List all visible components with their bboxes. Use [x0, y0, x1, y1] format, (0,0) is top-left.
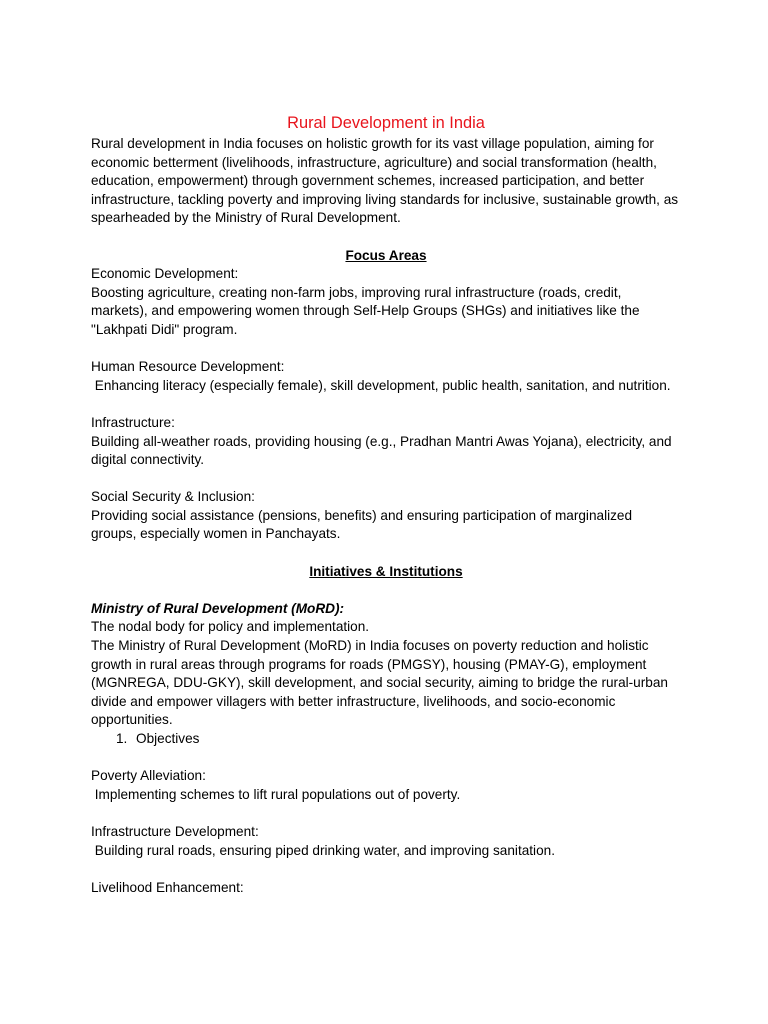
objective-poverty [91, 767, 681, 804]
focus-area-human-resource [91, 358, 681, 395]
mord-label: Ministry of Rural Development (MoRD): [91, 600, 345, 616]
mord-section [91, 600, 681, 749]
objective-infrastructure [91, 823, 681, 860]
focus-area-text: Enhancing literacy (especially female), skill development, public health, sanitation, and nutrition. [91, 377, 671, 393]
focus-areas-heading: Focus Areas [345, 247, 427, 263]
focus-area-economic [91, 265, 681, 339]
focus-area-label: Infrastructure: [91, 414, 175, 430]
mord-line: The nodal body for policy and implementation. [91, 619, 370, 635]
document-page [91, 112, 681, 897]
list-number: 1. [116, 731, 128, 746]
focus-area-social-security [91, 488, 681, 544]
objective-label: Poverty Alleviation: [91, 768, 206, 784]
initiatives-heading: Initiatives & Institutions [309, 563, 463, 579]
objective-livelihood [91, 879, 681, 898]
focus-area-infrastructure [91, 414, 681, 470]
numbered-list-item [91, 730, 681, 749]
objective-text: Building rural roads, ensuring piped drinking water, and improving sanitation. [91, 842, 555, 858]
objective-label: Infrastructure Development: [91, 823, 259, 839]
focus-area-label: Human Resource Development: [91, 359, 285, 375]
objective-label: Livelihood Enhancement: [91, 879, 244, 895]
focus-area-label: Social Security & Inclusion: [91, 489, 255, 505]
mord-description: The Ministry of Rural Development (MoRD) in India focuses on poverty reduction and holistic growth in rural areas through programs for roads (PMGSY), housing (PMAY-G), employment (MGNREGA, DDU-GKY), skill development, and social security, aiming to bridge the rural-urban divide and empower villagers with better infrastructure, livelihoods, and socio-economic opportunities. [91, 638, 668, 728]
focus-area-label: Economic Development: [91, 266, 239, 282]
focus-area-text: Building all-weather roads, providing housing (e.g., Pradhan Mantri Awas Yojana), electricity, and digital connectivity. [91, 433, 672, 468]
document-title: Rural Development in India [287, 114, 485, 132]
focus-area-text: Boosting agriculture, creating non-farm jobs, improving rural infrastructure (roads, credit, markets), and empowering women through Self-Help Groups (SHGs) and initiatives like the "Lakhpati Didi" program. [91, 284, 640, 337]
list-item-text: Objectives [136, 731, 200, 746]
intro-paragraph: Rural development in India focuses on holistic growth for its vast village population, aiming for economic betterment (livelihoods, infrastructure, agriculture) and social transformation (health, education, empowerment) through government schemes, increased participation, and better infrastructure, tackling poverty and improving living standards for inclusive, sustainable growth, as spearheaded by the Ministry of Rural Development. [91, 136, 679, 226]
focus-area-text: Providing social assistance (pensions, benefits) and ensuring participation of marginalized groups, especially women in Panchayats. [91, 507, 633, 542]
objective-text: Implementing schemes to lift rural populations out of poverty. [91, 786, 461, 802]
